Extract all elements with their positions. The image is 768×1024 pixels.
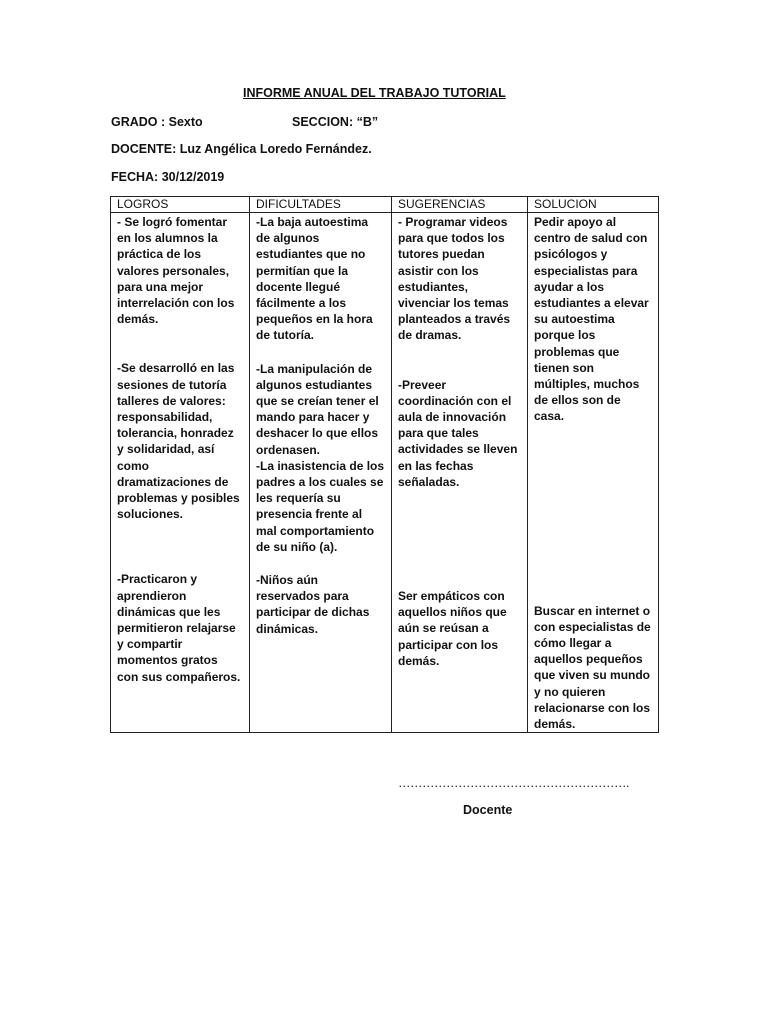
report-title: INFORME ANUAL DEL TRABAJO TUTORIAL xyxy=(243,86,506,100)
signature-line: …………………………………………………. xyxy=(398,776,629,790)
grade-label: GRADO : Sexto xyxy=(111,115,203,129)
dificultades-entry: -La inasistencia de los padres a los cuales se les requería su presencia frente al mal comportamiento de su niño (a). xyxy=(256,458,385,554)
section-label: SECCION: “B” xyxy=(292,115,379,129)
logros-entry: -Practicaron y aprendieron dinámicas que les permitieron relajarse y compartir momentos gratos con sus compañeros. xyxy=(117,572,241,684)
dificultades-entry: -La manipulación de algunos estudiantes que se creían tener el mando para hacer y deshacer lo que ellos ordenasen. xyxy=(256,361,379,457)
solucion-cell xyxy=(528,213,659,733)
sugerencias-entry: Ser empáticos con aquellos niños que aún se reúsan a participar con los demás. xyxy=(398,589,507,668)
table-header-row xyxy=(111,197,659,213)
sugerencias-entry: -Preveer coordinación con el aula de innovación para que tales actividades se lleven en las fechas señaladas. xyxy=(398,377,518,489)
signature-label: Docente xyxy=(463,803,513,817)
table-row xyxy=(111,213,659,733)
logros-cell xyxy=(111,213,250,733)
logros-entry: -Se desarrolló en las sesiones de tutoría talleres de valores: responsabilidad, tolerancia, honradez y solidaridad, así como dramatizaciones de problemas y posibles soluciones. xyxy=(117,361,240,522)
column-header-sugerencias: SUGERENCIAS xyxy=(392,197,528,213)
solucion-entry: Buscar en internet o con especialistas de cómo llegar a aquellos pequeños que viven su mundo y no quieren relacionarse con los demás. xyxy=(534,603,651,732)
column-header-dificultades: DIFICULTADES xyxy=(250,197,392,213)
dificultades-entry: -Niños aún reservados para participar de dichas dinámicas. xyxy=(256,573,370,636)
dificultades-entry: -La baja autoestima de algunos estudiantes que no permitían que la docente llegué fácilmente a los pequeños en la hora de tutoría. xyxy=(256,215,373,343)
logros-entry: - Se logró fomentar en los alumnos la práctica de los valores personales, para una mejor interrelación con los demás. xyxy=(117,215,235,327)
solucion-entry: Pedir apoyo al centro de salud con psicólogos y especialistas para ayudar a los estudiantes a elevar su autoestima porque los problemas que tienen son múltiples, muchos de ellos son de casa. xyxy=(534,215,649,424)
tutorial-report-table xyxy=(110,196,659,733)
dificultades-cell xyxy=(250,213,392,733)
teacher-label: DOCENTE: Luz Angélica Loredo Fernández. xyxy=(111,142,372,156)
sugerencias-entry: - Programar videos para que todos los tutores puedan asistir con los estudiantes, vivenciar los temas planteados a través de dramas. xyxy=(398,215,511,343)
column-header-logros: LOGROS xyxy=(111,197,250,213)
date-label: FECHA: 30/12/2019 xyxy=(111,170,225,184)
sugerencias-cell xyxy=(392,213,528,733)
column-header-solucion: SOLUCION xyxy=(528,197,659,213)
